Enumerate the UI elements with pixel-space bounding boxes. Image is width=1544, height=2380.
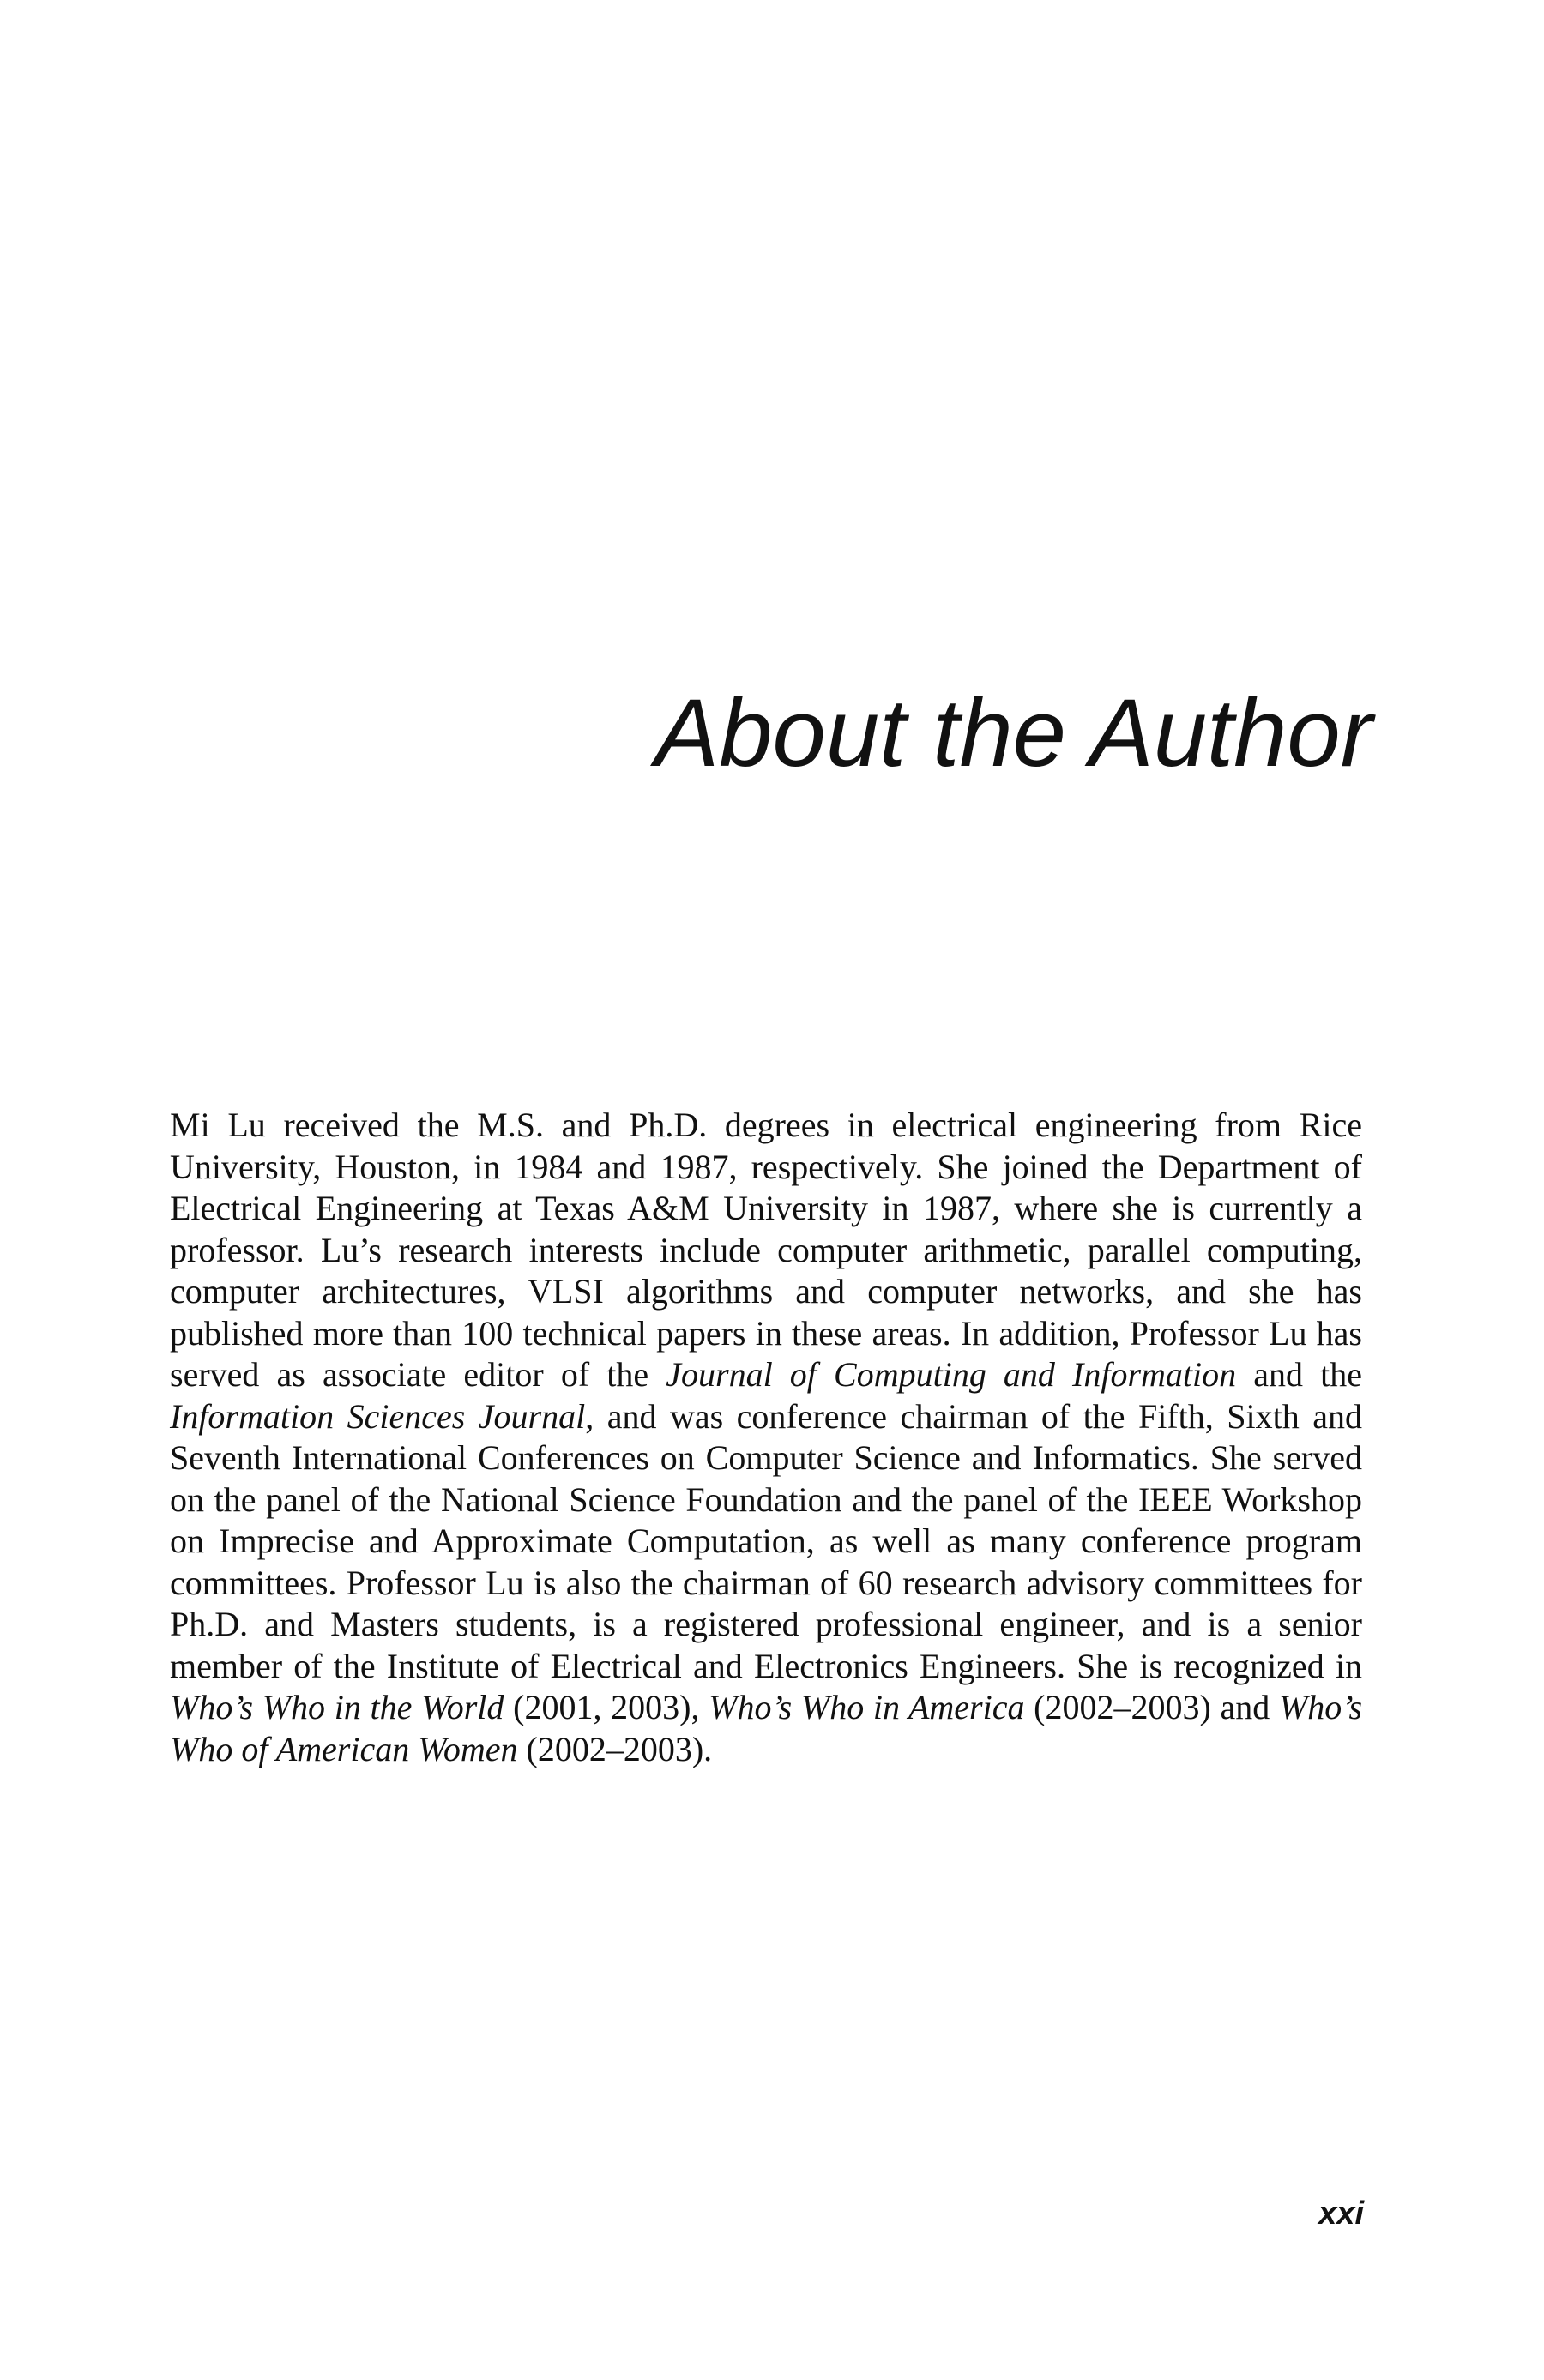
book-title: Who’s Who in the World: [170, 1688, 504, 1726]
bio-text: , and was conference chairman of the Fifth, Sixth and Seventh International Conferences on Computer Science and Informatics. She served on the panel of the National Science Foundation and the panel of the IEEE Workshop on Imprecise and Approximate Computation, as well as many conference program committees. Professor Lu is also the chairman of 60 research advisory committees for Ph.D. and Masters students, is a registered professional engineer, and is a senior member of the Institute of Electrical and Electronics Engineers. She is recognized in: [170, 1396, 1362, 1685]
bio-text: and the: [1236, 1355, 1363, 1394]
book-title: Who’s Who in America: [709, 1688, 1025, 1726]
bio-text: (2001, 2003),: [504, 1688, 709, 1726]
page-number: xxi: [1318, 2196, 1364, 2232]
page-title: About the Author: [654, 679, 1372, 786]
author-biography: [170, 1105, 1362, 1770]
bio-text: (2002–2003) and: [1024, 1688, 1279, 1726]
book-title: Who’s Who of American Women: [170, 1688, 1363, 1768]
bio-text: Mi Lu received the M.S. and Ph.D. degrees in electrical engineering from Rice University, Houston, in 1984 and 1987, respectively. She joined the Department of Electrical Engineering at Texas A&M University in 1987, where she is currently a professor. Lu’s research interests include computer arithmetic, parallel computing, computer architectures, VLSI algorithms and computer networks, and she has published more than 100 technical papers in these areas. In addition, Professor Lu has served as associate editor of the: [170, 1106, 1362, 1394]
bio-text: (2002–2003).: [517, 1729, 713, 1768]
journal-title: Journal of Computing and Information: [666, 1355, 1237, 1394]
journal-title: Information Sciences Journal: [170, 1396, 586, 1436]
